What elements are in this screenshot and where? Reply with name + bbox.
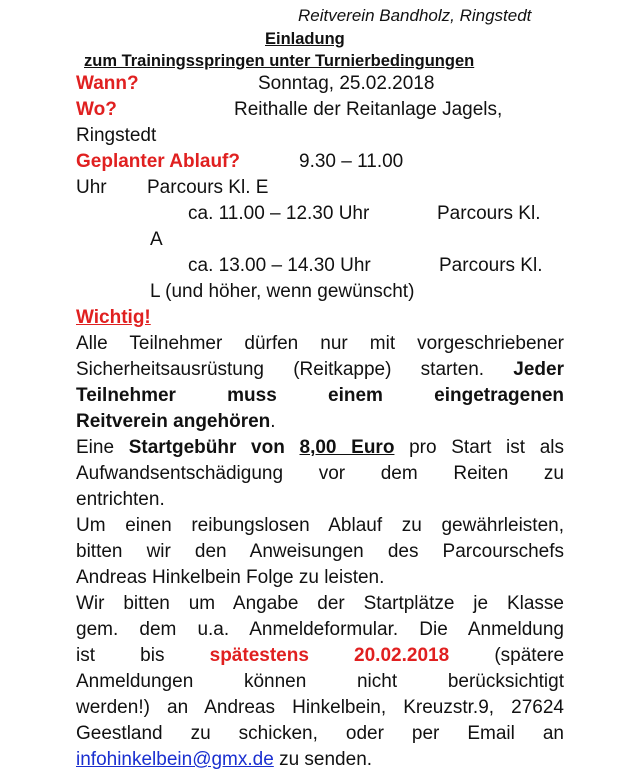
when-value: Sonntag, 25.02.2018 [258,73,435,94]
where-label: Wo? [76,99,117,120]
important-label: Wichtig! [76,307,151,328]
registration-line7: infohinkelbein@gmx.de zu senden. [76,749,373,770]
registration-line4: Anmeldungen können nicht berücksichtigt [76,671,564,692]
schedule-slot3-class-cont: L (und höher, wenn gewünscht) [150,281,415,302]
fee-line2: Aufwandsentschädigung vor dem Reiten zu [76,463,564,484]
schedule-slot2-class-cont: A [150,229,163,250]
email-link[interactable]: infohinkelbein@gmx.de [76,749,274,770]
document-subtitle: zum Trainingsspringen unter Turnierbedingungen [84,52,475,70]
schedule-slot3-class: Parcours Kl. [439,255,543,276]
schedule-slot1-uhr: Uhr [76,177,107,198]
schedule-label: Geplanter Ablauf? [76,151,240,172]
where-value-cont: Ringstedt [76,125,157,146]
deadline: spätestens 20.02.2018 [209,645,450,666]
important-p1-line2: Sicherheitsausrüstung (Reitkappe) starten. Jeder [76,359,564,380]
fee-line1: Eine Startgebühr von 8,00 Euro pro Start ist als [76,437,564,458]
when-label: Wann? [76,73,139,94]
document-title: Einladung [265,30,345,48]
club-name: Reitverein Bandholz, Ringstedt [298,6,532,25]
schedule-slot1-class: Parcours Kl. E [147,177,269,198]
important-p1-line3: Teilnehmer muss einem eingetragenen [76,385,564,406]
registration-line1: Wir bitten um Angabe der Startplätze je Klasse [76,593,564,614]
registration-line2: gem. dem u.a. Anmeldeformular. Die Anmeldung [76,619,564,640]
fee-amount: 8,00 Euro [299,437,395,458]
important-p1-line1: Alle Teilnehmer dürfen nur mit vorgeschriebener [76,333,564,354]
schedule-slot2-time: ca. 11.00 – 12.30 Uhr [188,203,370,224]
registration-line5: werden!) an Andreas Hinkelbein, Kreuzstr.9, 27624 [76,697,564,718]
registration-line3: ist bis spätestens 20.02.2018 (spätere [76,645,565,666]
schedule-slot1-time: 9.30 – 11.00 [299,151,404,172]
where-value: Reithalle der Reitanlage Jagels, [234,99,503,120]
procedure-line2: bitten wir den Anweisungen des Parcourschefs [76,541,564,562]
procedure-line1: Um einen reibungslosen Ablauf zu gewährleisten, [76,515,564,536]
schedule-slot2-class: Parcours Kl. [437,203,541,224]
registration-line6: Geestland zu schicken, oder per Email an [76,723,564,744]
procedure-line3: Andreas Hinkelbein Folge zu leisten. [76,567,385,588]
fee-line3: entrichten. [76,489,165,510]
schedule-slot3-time: ca. 13.00 – 14.30 Uhr [188,255,371,276]
important-p1-line4: Reitverein angehören. [76,411,276,432]
